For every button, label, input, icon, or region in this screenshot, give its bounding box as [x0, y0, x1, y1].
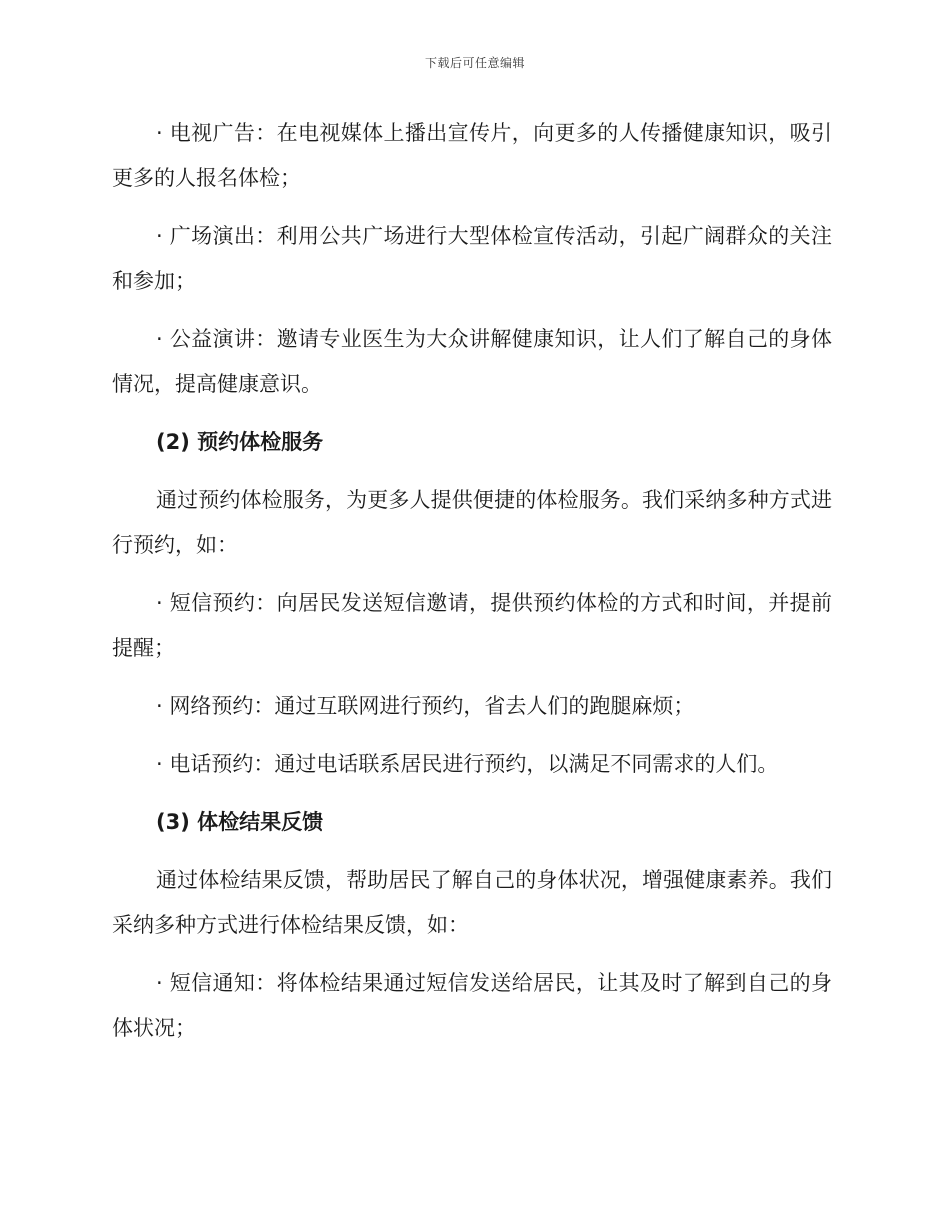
- bullet-sms-notification: · 短信通知：将体检结果通过短信发送给居民，让其及时了解到自己的身体状况；: [112, 971, 832, 1040]
- section-heading-appointment: (2) 预约体检服务: [156, 430, 324, 454]
- paragraph-appointment-intro: 通过预约体检服务，为更多人提供便捷的体检服务。我们采纳多种方式进行预约，如：: [112, 488, 832, 557]
- bullet-online-appointment: · 网络预约：通过互联网进行预约，省去人们的跑腿麻烦；: [156, 694, 695, 718]
- page-header: 下载后可任意编辑: [424, 56, 525, 70]
- bullet-phone-appointment: · 电话预约：通过电话联系居民进行预约，以满足不同需求的人们。: [156, 752, 779, 776]
- bullet-tv-ads: · 电视广告：在电视媒体上播出宣传片，向更多的人传播健康知识，吸引更多的人报名体检；: [112, 121, 832, 190]
- bullet-sms-appointment: · 短信预约：向居民发送短信邀请，提供预约体检的方式和时间，并提前提醒；: [112, 591, 832, 660]
- paragraph-results-intro: 通过体检结果反馈，帮助居民了解自己的身体状况，增强健康素养。我们采纳多种方式进行体检结果反馈，如：: [112, 868, 832, 937]
- document-body: [112, 111, 832, 1064]
- bullet-public-lecture: · 公益演讲：邀请专业医生为大众讲解健康知识，让人们了解自己的身体情况，提高健康意识。: [112, 327, 832, 396]
- section-heading-results-feedback: (3) 体检结果反馈: [156, 810, 324, 834]
- bullet-square-performance: · 广场演出：利用公共广场进行大型体检宣传活动，引起广阔群众的关注和参加；: [112, 224, 832, 293]
